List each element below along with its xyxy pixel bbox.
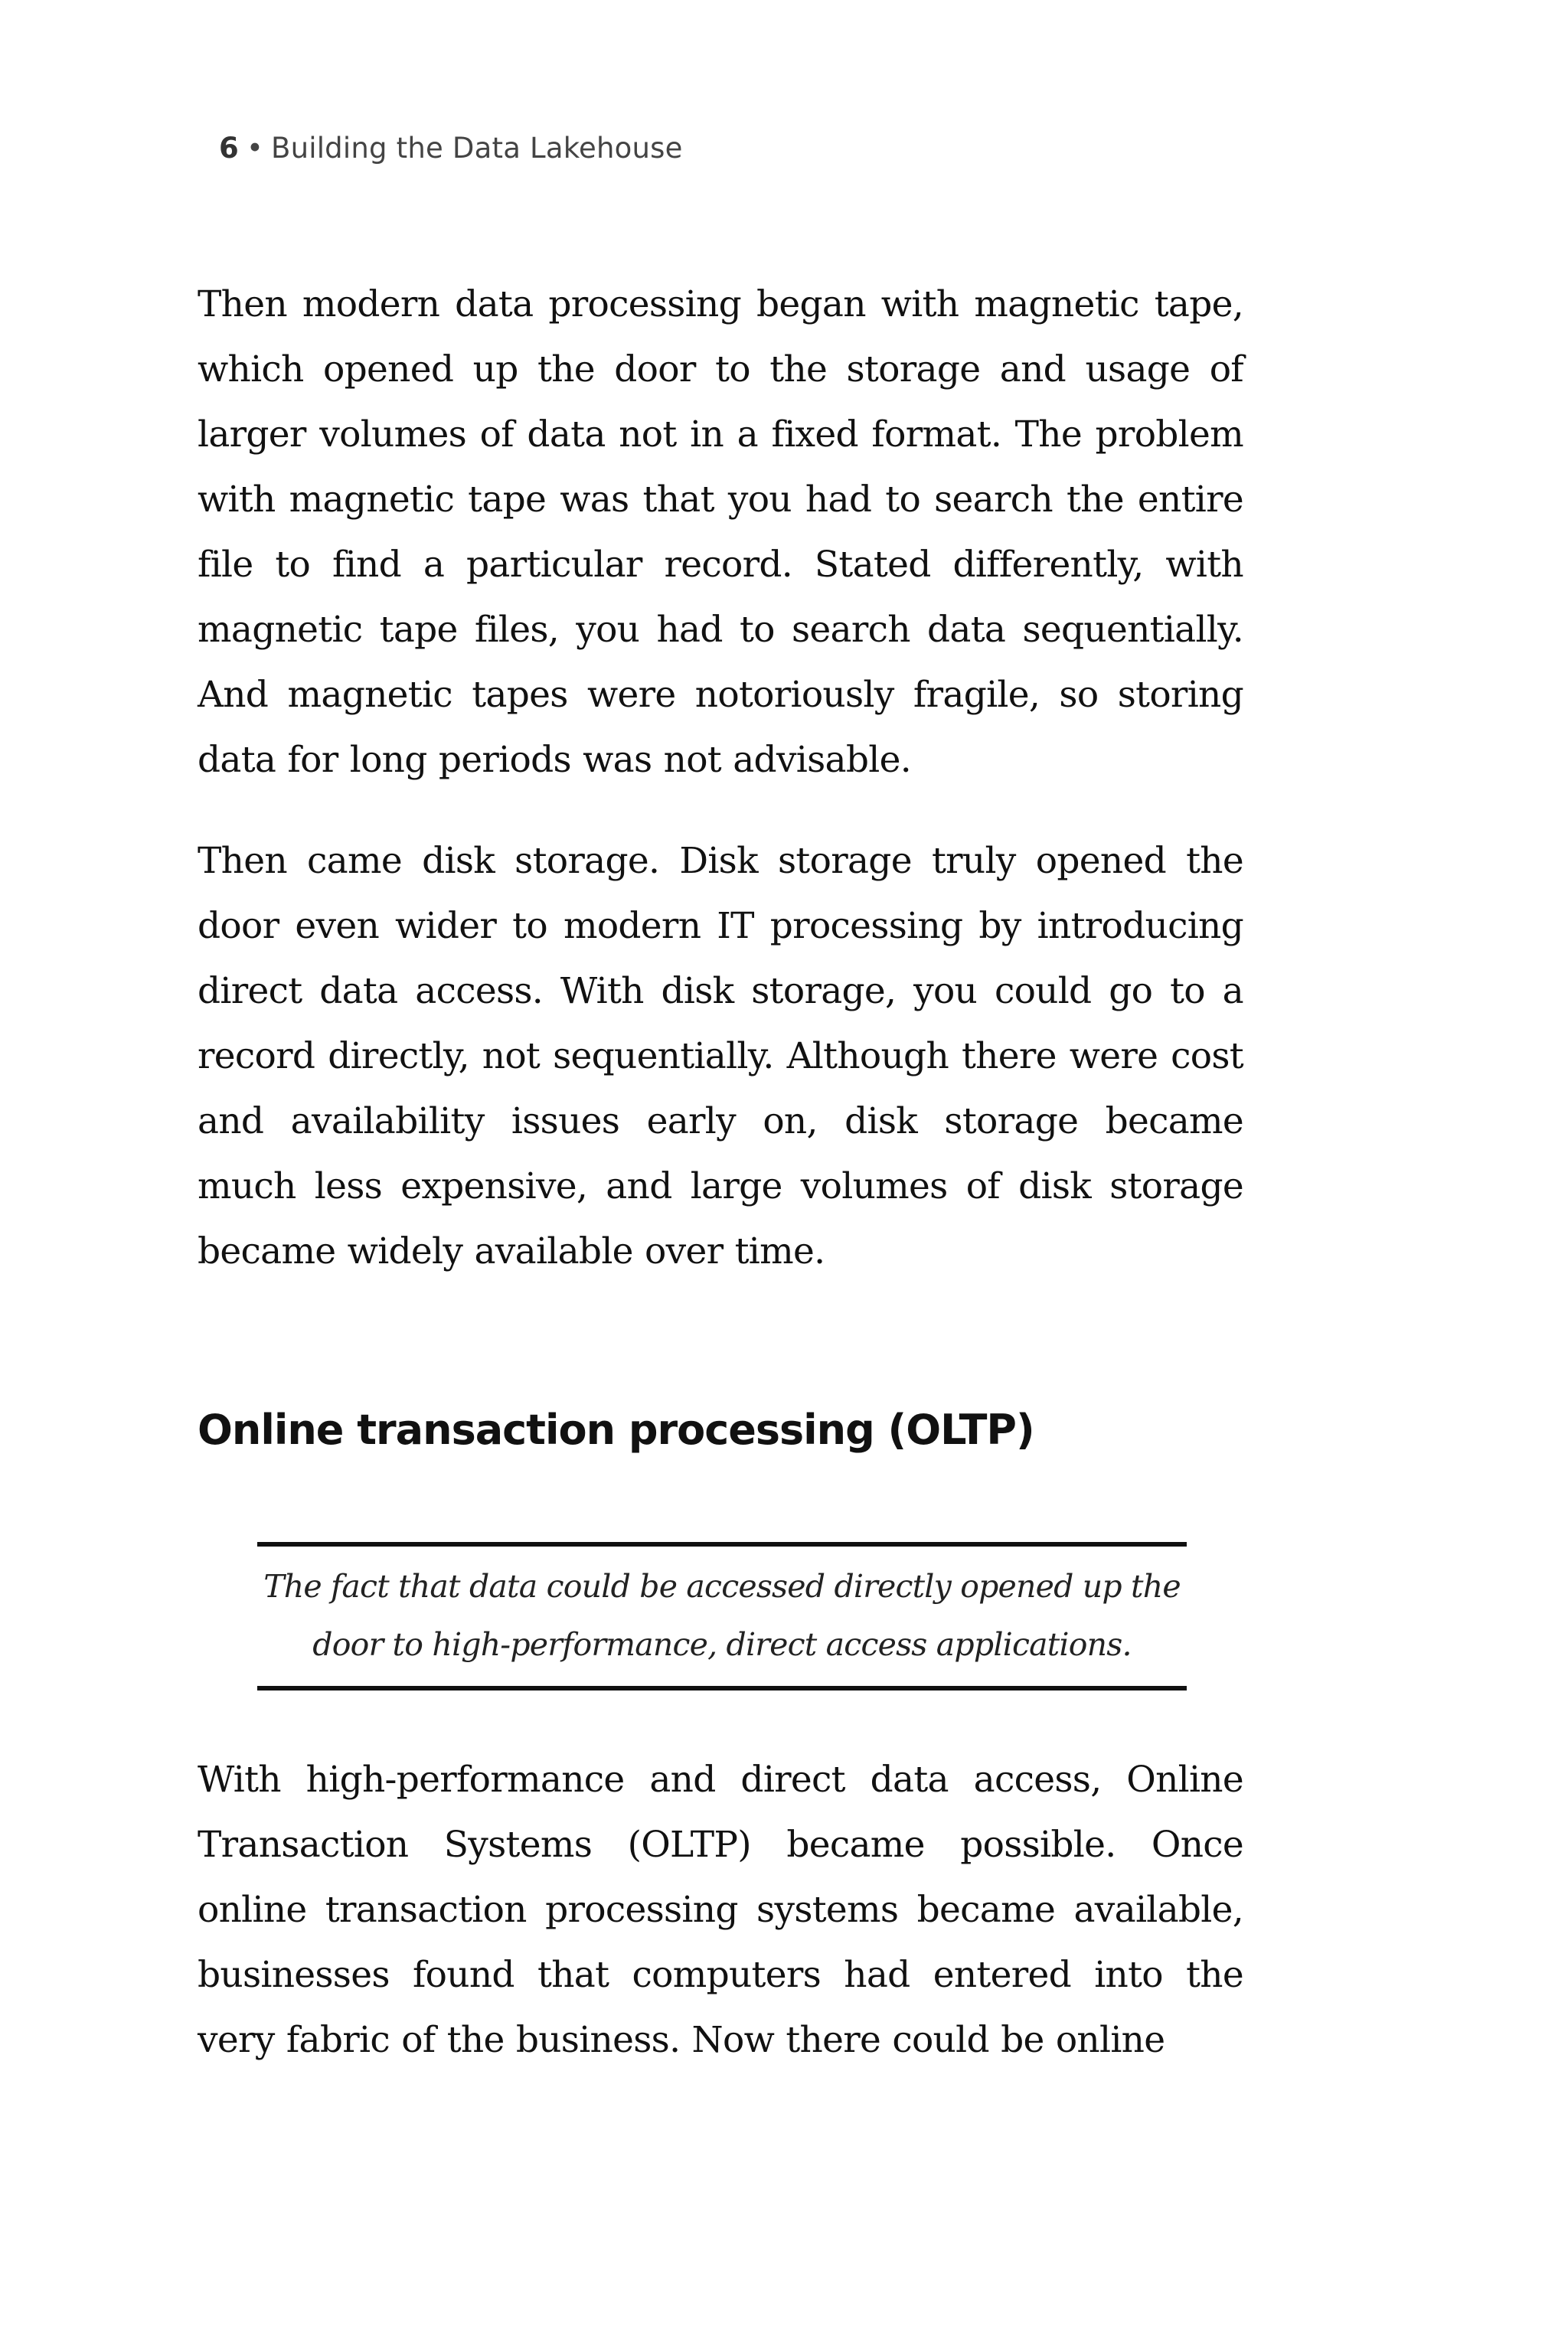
paragraph-magnetic-tape: Then modern data processing began with magnetic tape, which opened up the door to the storage and usage of larger volumes of data not in a fixed format. The problem with magnetic tape was that you had to search the entire file to find a particular record. Stated differently, with magnetic tape files, you had to search data sequentially. And magnetic tapes were notoriously fragile, so storing data for long periods was not advisable. — [198, 283, 1243, 781]
pull-quote-text: The fact that data could be accessed directly opened up the door to high-performance, direct access applications. — [263, 1568, 1181, 1663]
section-heading: Online transaction processing (OLTP) — [198, 1406, 1034, 1454]
running-head-separator: • — [246, 132, 263, 165]
paragraph-oltp: With high-performance and direct data access, Online Transaction Systems (OLTP) became possible. Once online transaction processing systems became available, businesses found that computers had entered into the very fabric of the business. Now there could be online — [198, 1759, 1243, 2061]
pull-quote — [257, 1542, 1187, 1690]
paragraph-disk-storage: Then came disk storage. Disk storage truly opened the door even wider to modern IT processing by introducing direct data access. With disk storage, you could go to a record directly, not sequentially. Although there were cost and availability issues early on, disk storage became much less expensive, and large volumes of disk storage became widely available over time. — [198, 840, 1243, 1272]
page-number: 6 — [219, 132, 239, 165]
book-title: Building the Data Lakehouse — [270, 132, 683, 165]
running-head — [219, 132, 683, 165]
